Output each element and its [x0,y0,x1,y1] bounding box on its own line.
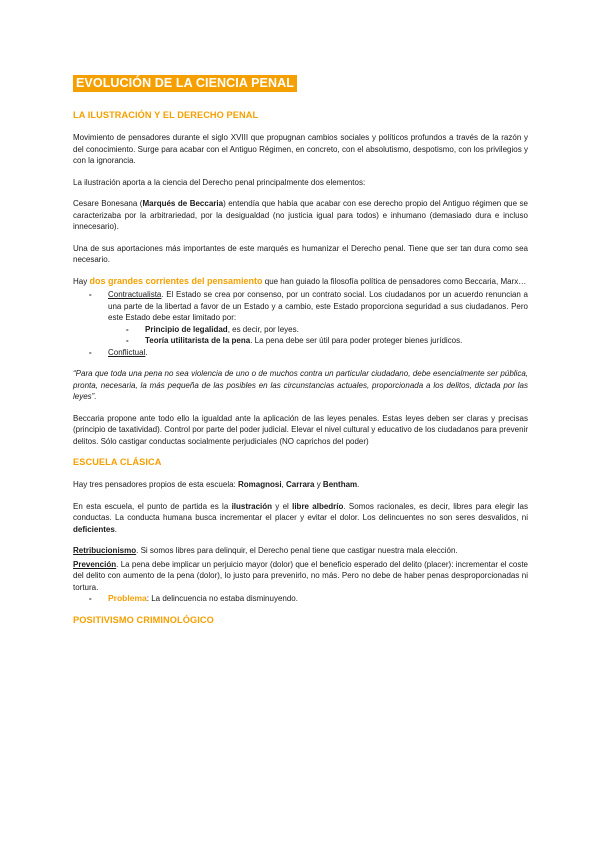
section-heading-ilustracion: LA ILUSTRACIÓN Y EL DERECHO PENAL [73,110,259,120]
corrientes-highlight: dos grandes corrientes del pensamiento [89,275,263,286]
paragraph-pensadores: Hay tres pensadores propios de esta escuela: Romagnosi, Carrara y Bentham. [73,480,360,489]
paragraph-prevencion: Prevención. La pena debe implicar un perjuicio mayor (dolor) que el beneficio esperado del delito (placer): incrementar el coste del delito con aumento de la pena (dolor), lo justo para prevenirlo, no más. Pero no debe de haber penas desproporcionadas ni tortura. [73,559,528,592]
corrientes-list [73,289,528,358]
paragraph-corrientes: Hay dos grandes corrientes del pensamiento que han guiado la filosofía política de pensadores como Beccaria, Marx… [73,275,527,286]
prevencion-label: Prevención [73,559,117,569]
contractualista-label: Contractualista [108,290,162,299]
problema-label: Problema [108,593,147,603]
list-item-legalidad: - Principio de legalidad, es decir, por leyes. [145,324,528,336]
beccaria-name: Marqués de Beccaria [142,199,224,208]
section-heading-positivismo: POSITIVISMO CRIMINOLÓGICO [73,614,214,625]
paragraph-retribucionismo: Retribucionismo. Si somos libres para delinquir, el Derecho penal tiene que castigar nuestra mala elección. [73,546,458,555]
paragraph-aporta: La ilustración aporta a la ciencia del Derecho penal principalmente dos elementos: [73,177,366,187]
paragraph-aportaciones: Una de sus aportaciones más importantes de este marqués es humanizar el Derecho penal. Tiene que ser tan dura como sea necesario. [73,243,528,264]
paragraph-beccaria: Cesare Bonesana (Marqués de Beccaria) entendía que había que acabar con ese derecho propio del Antiguo régimen que se caracterizaba por la arbitrariedad, por la desigualdad (no justicia igual para todos) e inhumano (demasiado dura e incluso innecesario). [73,199,529,231]
list-item-contractualista: - Contractualista. El Estado se crea por consenso, por un contrato social. Los ciudadanos por un acuerdo renuncian a una parte de la libertad a favor de un Estado y a cambio, este Estado proporciona seguridad a sus ciudadanos. Pero este Estado debe estar limitado por: - Principio de legalidad, es decir, por leyes. - Teoría utilitarista de la pena. La pena debe ser útil para poder proteger bienes jurídicos. [108,289,528,347]
page-title: EVOLUCIÓN DE LA CIENCIA PENAL [73,75,297,92]
retribucionismo-label: Retribucionismo [73,546,137,555]
beccaria-quote: “Para que toda una pena no sea violencia de uno o de muchos contra un particular ciudadano, debe esencialmente ser pública, pronta, necesaria, la más pequeña de las posibles en las circunstancias actuales, proporcionada a los delitos, dictada por las leyes”. [73,369,528,401]
problema-list [73,593,528,605]
list-item-conflictual: - Conflictual. [108,347,528,359]
list-item-problema: - Problema: La delincuencia no estaba disminuyendo. [108,593,528,605]
conflictual-label: Conflictual [108,347,146,357]
limits-list [108,324,528,347]
paragraph-movimiento: Movimiento de pensadores durante el siglo XVIII que propugnan cambios sociales y políticos profundos a través de la razón y del conocimiento. Surge para acabar con el Antiguo Régimen, en concreto, con el absolutismo, despotismo, con los privilegios y con la ignorancia. [73,133,528,165]
list-item-utilitarista: - Teoría utilitarista de la pena. La pena debe ser útil para poder proteger bienes jurídicos. [145,335,528,347]
section-heading-escuela-clasica: ESCUELA CLÁSICA [73,457,162,467]
paragraph-igualdad: Beccaria propone ante todo ello la igualdad ante la aplicación de las leyes penales. Estas leyes deben ser claras y precisas (principio de taxatividad). Control por parte del poder judicial. Elevar el nivel cultural y educativo de los ciudadanos para prevenir delitos. Sólo castigar conductas socialmente perjudiciales (NO caprichos del poder) [73,413,528,446]
paragraph-punto-partida: En esta escuela, el punto de partida es la ilustración y el libre albedrío. Somos racionales, es decir, libres para elegir las conductas. La conducta humana busca incrementar el placer y evitar el dolor. Los delincuentes no son seres desvalidos, ni deficientes. [73,501,528,534]
document-content [73,74,528,637]
